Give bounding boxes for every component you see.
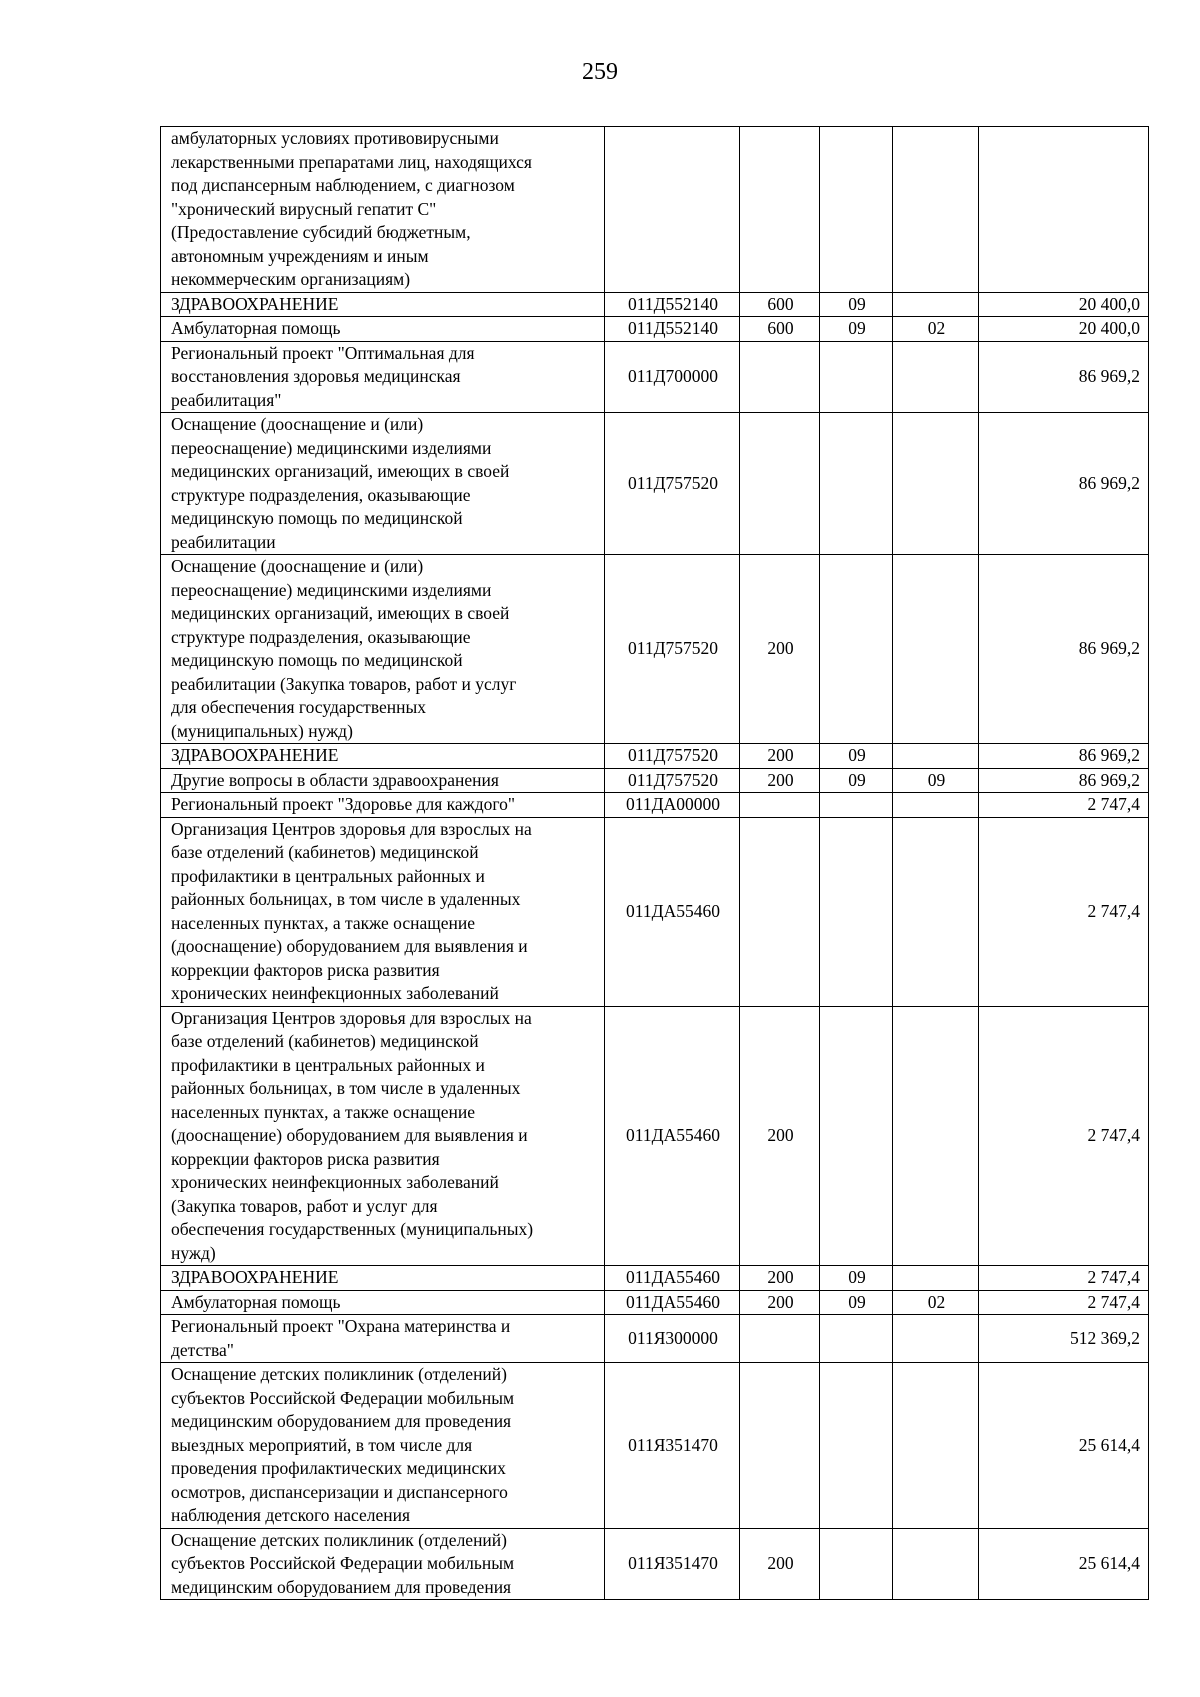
row-subsection	[893, 793, 979, 818]
row-amount: 2 747,4	[979, 1266, 1149, 1291]
table-row	[161, 1363, 1149, 1529]
row-amount: 86 969,2	[979, 341, 1149, 413]
table-row	[161, 1528, 1149, 1600]
row-name: Оснащение детских поликлиник (отделений) субъектов Российской Федерации мобильным медицинским оборудованием для проведения	[161, 1528, 605, 1600]
row-code: 011ДА55460	[605, 817, 740, 1006]
row-name: Оснащение (дооснащение и (или) переоснащение) медицинскими изделиями медицинских организаций, имеющих в своей структуре подразделения, оказывающие медицинскую помощь по медицинской реабилитации (Закупка товаров, работ и услуг для обеспечения государственных (муниципальных) нужд)	[161, 555, 605, 744]
row-name: Оснащение детских поликлиник (отделений) субъектов Российской Федерации мобильным медицинским оборудованием для проведения выездных мероприятий, в том числе для проведения профилактических медицинских осмотров, диспансеризации и диспансерного наблюдения детского населения	[161, 1363, 605, 1529]
row-expense-type: 200	[740, 1290, 820, 1315]
page-number: 259	[582, 59, 618, 85]
row-expense-type	[740, 413, 820, 555]
row-subsection	[893, 341, 979, 413]
row-subsection	[893, 1315, 979, 1363]
table-row	[161, 1315, 1149, 1363]
budget-table	[160, 126, 1149, 1600]
row-section: 09	[820, 744, 893, 769]
row-subsection: 02	[893, 317, 979, 342]
table-row	[161, 768, 1149, 793]
row-name: Амбулаторная помощь	[161, 1290, 605, 1315]
row-code: 011Д757520	[605, 555, 740, 744]
row-code: 011Д757520	[605, 413, 740, 555]
row-section	[820, 1315, 893, 1363]
row-amount: 25 614,4	[979, 1363, 1149, 1529]
table-row	[161, 1266, 1149, 1291]
row-expense-type	[740, 1315, 820, 1363]
row-expense-type: 200	[740, 744, 820, 769]
table-row	[161, 793, 1149, 818]
row-amount	[979, 127, 1149, 293]
row-section	[820, 341, 893, 413]
row-section	[820, 793, 893, 818]
row-expense-type: 200	[740, 1266, 820, 1291]
table-row	[161, 1290, 1149, 1315]
table-row	[161, 127, 1149, 293]
row-code: 011Я300000	[605, 1315, 740, 1363]
row-name: Оснащение (дооснащение и (или) переоснащение) медицинскими изделиями медицинских организаций, имеющих в своей структуре подразделения, оказывающие медицинскую помощь по медицинской реабилитации	[161, 413, 605, 555]
row-subsection	[893, 413, 979, 555]
row-amount: 20 400,0	[979, 317, 1149, 342]
row-expense-type	[740, 793, 820, 818]
row-expense-type: 200	[740, 555, 820, 744]
row-name: ЗДРАВООХРАНЕНИЕ	[161, 292, 605, 317]
row-amount: 2 747,4	[979, 817, 1149, 1006]
row-code: 011Д757520	[605, 768, 740, 793]
row-section: 09	[820, 1266, 893, 1291]
row-name: Организация Центров здоровья для взрослых на базе отделений (кабинетов) медицинской профилактики в центральных районных и районных больницах, в том числе в удаленных населенных пунктах, а также оснащение (дооснащение) оборудованием для выявления и коррекции факторов риска развития хронических неинфекционных заболеваний (Закупка товаров, работ и услуг для обеспечения государственных (муниципальных) нужд)	[161, 1006, 605, 1266]
row-section	[820, 817, 893, 1006]
row-amount: 25 614,4	[979, 1528, 1149, 1600]
row-expense-type: 600	[740, 317, 820, 342]
row-code: 011Д552140	[605, 292, 740, 317]
row-subsection	[893, 1266, 979, 1291]
row-subsection: 02	[893, 1290, 979, 1315]
row-section: 09	[820, 1290, 893, 1315]
row-name: Другие вопросы в области здравоохранения	[161, 768, 605, 793]
row-subsection	[893, 817, 979, 1006]
row-expense-type	[740, 127, 820, 293]
row-expense-type: 200	[740, 1528, 820, 1600]
table-row	[161, 292, 1149, 317]
row-amount: 2 747,4	[979, 1006, 1149, 1266]
row-section: 09	[820, 292, 893, 317]
row-code	[605, 127, 740, 293]
row-section: 09	[820, 317, 893, 342]
row-section	[820, 1006, 893, 1266]
row-code: 011Я351470	[605, 1363, 740, 1529]
row-section	[820, 127, 893, 293]
table-row	[161, 1006, 1149, 1266]
row-name: Региональный проект "Оптимальная для восстановления здоровья медицинская реабилитация"	[161, 341, 605, 413]
row-code: 011Д552140	[605, 317, 740, 342]
row-subsection	[893, 292, 979, 317]
row-amount: 86 969,2	[979, 744, 1149, 769]
row-subsection	[893, 127, 979, 293]
row-subsection	[893, 1528, 979, 1600]
row-name: Организация Центров здоровья для взрослых на базе отделений (кабинетов) медицинской профилактики в центральных районных и районных больницах, в том числе в удаленных населенных пунктах, а также оснащение (дооснащение) оборудованием для выявления и коррекции факторов риска развития хронических неинфекционных заболеваний	[161, 817, 605, 1006]
row-code: 011ДА55460	[605, 1290, 740, 1315]
row-section	[820, 1528, 893, 1600]
row-expense-type	[740, 341, 820, 413]
row-section: 09	[820, 768, 893, 793]
row-amount: 2 747,4	[979, 793, 1149, 818]
table-row	[161, 413, 1149, 555]
row-code: 011ДА55460	[605, 1266, 740, 1291]
row-amount: 86 969,2	[979, 413, 1149, 555]
row-expense-type	[740, 1363, 820, 1529]
row-expense-type: 600	[740, 292, 820, 317]
row-subsection	[893, 744, 979, 769]
row-amount: 2 747,4	[979, 1290, 1149, 1315]
row-name: амбулаторных условиях противовирусными лекарственными препаратами лиц, находящихся под диспансерным наблюдением, с диагнозом "хронический вирусный гепатит C" (Предоставление субсидий бюджетным, автономным учреждениям и иным некоммерческим организациям)	[161, 127, 605, 293]
row-subsection	[893, 1363, 979, 1529]
table-row	[161, 744, 1149, 769]
table-row	[161, 341, 1149, 413]
row-expense-type: 200	[740, 1006, 820, 1266]
row-amount: 86 969,2	[979, 555, 1149, 744]
table-row	[161, 817, 1149, 1006]
row-expense-type: 200	[740, 768, 820, 793]
row-code: 011Д757520	[605, 744, 740, 769]
row-subsection: 09	[893, 768, 979, 793]
row-code: 011ДА55460	[605, 1006, 740, 1266]
table-row	[161, 317, 1149, 342]
row-section	[820, 1363, 893, 1529]
row-name: ЗДРАВООХРАНЕНИЕ	[161, 744, 605, 769]
row-name: Региональный проект "Здоровье для каждого"	[161, 793, 605, 818]
row-section	[820, 555, 893, 744]
row-subsection	[893, 555, 979, 744]
row-name: ЗДРАВООХРАНЕНИЕ	[161, 1266, 605, 1291]
row-expense-type	[740, 817, 820, 1006]
row-name: Региональный проект "Охрана материнства и детства"	[161, 1315, 605, 1363]
row-section	[820, 413, 893, 555]
row-amount: 20 400,0	[979, 292, 1149, 317]
row-name: Амбулаторная помощь	[161, 317, 605, 342]
row-amount: 86 969,2	[979, 768, 1149, 793]
row-amount: 512 369,2	[979, 1315, 1149, 1363]
row-code: 011Я351470	[605, 1528, 740, 1600]
table-row	[161, 555, 1149, 744]
row-code: 011Д700000	[605, 341, 740, 413]
row-subsection	[893, 1006, 979, 1266]
row-code: 011ДА00000	[605, 793, 740, 818]
